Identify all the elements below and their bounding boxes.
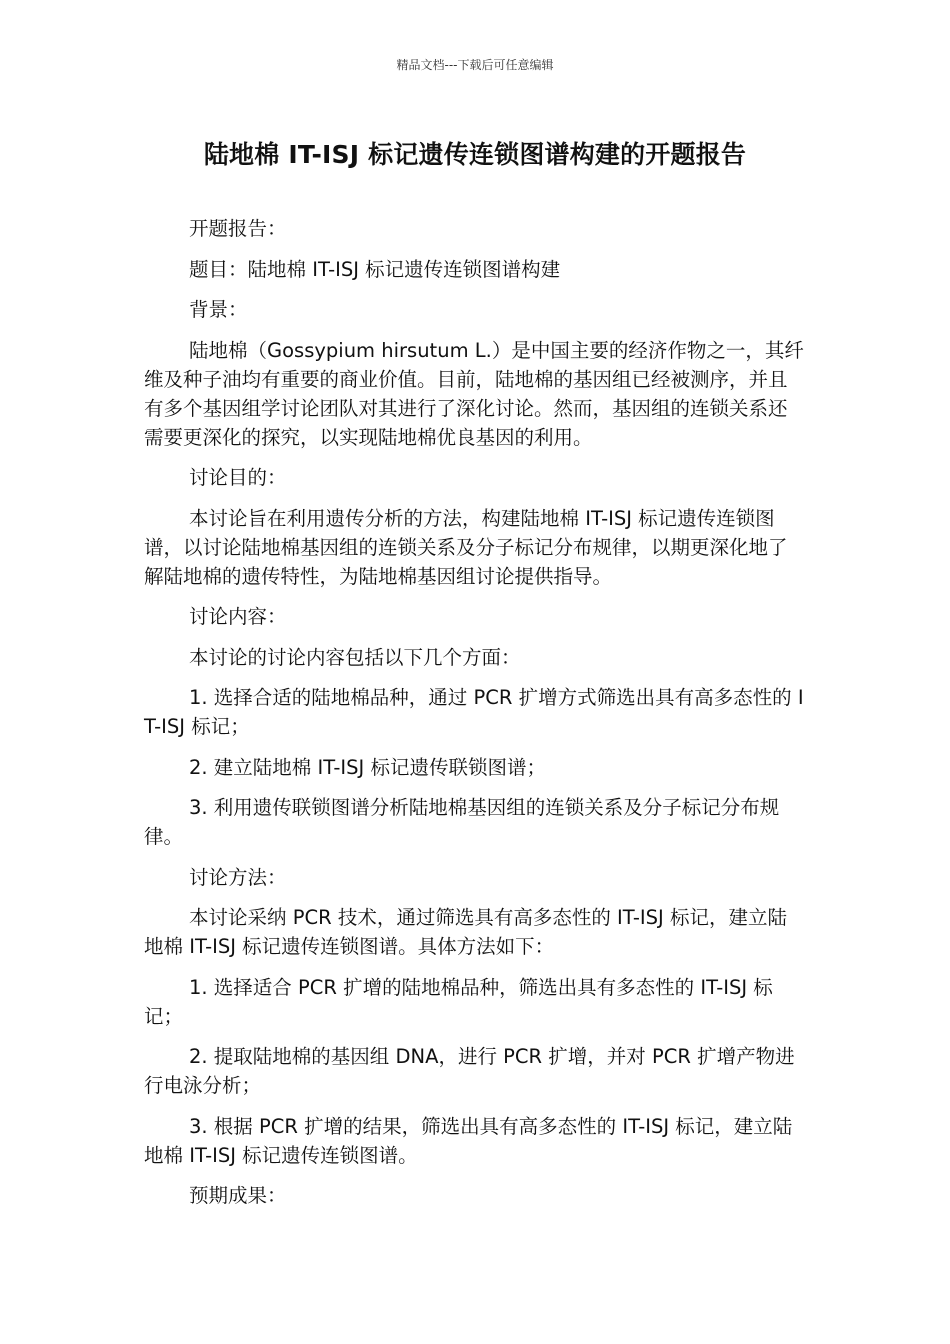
paragraph-background-heading: 背景： xyxy=(189,298,248,321)
paragraph-method-item-1: 1. 选择适合 PCR 扩增的陆地棉品种，筛选出具有多态性的 IT-ISJ 标记； xyxy=(144,975,773,1028)
paragraph-content-item-2: 2. 建立陆地棉 IT-ISJ 标记遗传联锁图谱； xyxy=(189,755,546,779)
paragraph-background-text: 陆地棉（Gossypium hirsutum L.）是中国主要的经济作物之一，其纤维及种子油均有重要的商业价值。目前，陆地棉的基因组已经被测序，并且有多个基因组学讨论团队对其进行了深化讨论。然而，基因组的连锁关系还需要更深化的探究，以实现陆地棉优良基因的利用。 xyxy=(144,338,804,449)
paragraph-purpose-text: 本讨论旨在利用遗传分析的方法，构建陆地棉 IT-ISJ 标记遗传连锁图谱，以讨论陆地棉基因组的连锁关系及分子标记分布规律，以期更深化地了解陆地棉的遗传特性，为陆地棉基因组讨论提供指导。 xyxy=(144,506,788,588)
paragraph-purpose-heading: 讨论目的： xyxy=(189,466,287,489)
paragraph-content-item-1: 1. 选择合适的陆地棉品种，通过 PCR 扩增方式筛选出具有高多态性的 IT-ISJ 标记； xyxy=(144,686,804,738)
header-note: 精品文档---下载后可任意编辑 xyxy=(396,58,554,72)
document-body xyxy=(144,214,806,1222)
paragraph-report-label: 开题报告： xyxy=(189,217,287,240)
paragraph-topic: 题目：陆地棉 IT-ISJ 标记遗传连锁图谱构建 xyxy=(189,257,561,281)
paragraph-method-heading: 讨论方法： xyxy=(189,865,287,889)
paragraph-expected-results-heading: 预期成果： xyxy=(189,1184,287,1207)
paragraph-content-item-3: 3. 利用遗传联锁图谱分析陆地棉基因组的连锁关系及分子标记分布规律。 xyxy=(144,796,780,848)
paragraph-method-item-2: 2. 提取陆地棉的基因组 DNA，进行 PCR 扩增，并对 PCR 扩增产物进行电泳分析； xyxy=(144,1045,795,1097)
paragraph-method-intro: 本讨论采纳 PCR 技术，通过筛选具有高多态性的 IT-ISJ 标记，建立陆地棉 IT-ISJ 标记遗传连锁图谱。具体方法如下： xyxy=(144,906,788,958)
paragraph-method-item-3: 3. 根据 PCR 扩增的结果，筛选出具有高多态性的 IT-ISJ 标记，建立陆地棉 IT-ISJ 标记遗传连锁图谱。 xyxy=(144,1114,793,1167)
document-title: 陆地棉 IT-ISJ 标记遗传连锁图谱构建的开题报告 xyxy=(203,140,747,169)
paragraph-content-intro: 本讨论的讨论内容包括以下几个方面： xyxy=(189,645,521,669)
paragraph-content-heading: 讨论内容： xyxy=(189,605,287,628)
